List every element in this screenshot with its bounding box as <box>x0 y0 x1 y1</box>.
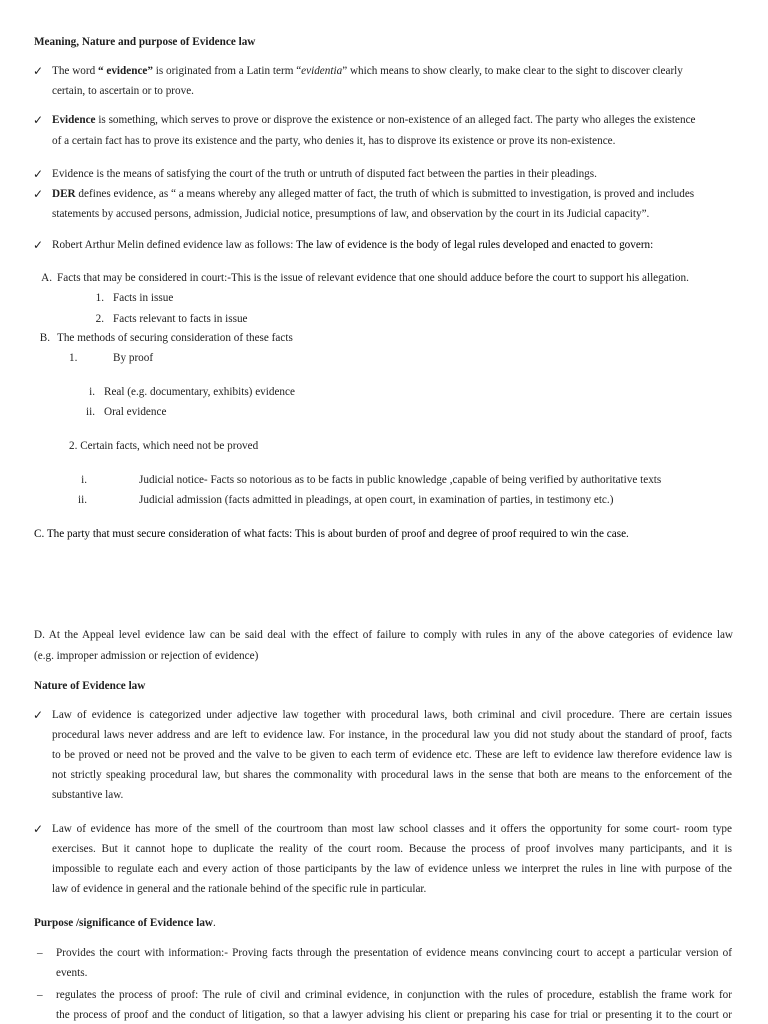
outline-d-line-2: (e.g. improper admission or rejection of evidence) <box>34 650 259 662</box>
check-mark-icon: ✓ <box>33 708 44 722</box>
nature-p2-line-2: exercises. But it cannot hope to duplicate the reality of the court room. Because the process of proof involves many participants, and it is <box>52 843 732 855</box>
list-marker: ii. <box>85 406 95 418</box>
dash-icon: – <box>37 989 43 1001</box>
meaning-bullet-5: Robert Arthur Melin defined evidence law as follows: The law of evidence is the body of legal rules developed and enacted to govern: <box>52 239 654 251</box>
meaning-bullet-4-line-1: DER defines evidence, as “ a means whereby any alleged matter of fact, the truth of which is submitted to investigation, is proved and includes <box>52 188 695 200</box>
nature-p2-line-4: law of evidence in general and the rationale behind of the specific rule in particular. <box>52 883 427 895</box>
heading-nature: Nature of Evidence law <box>34 680 146 692</box>
list-marker: i. <box>81 474 87 486</box>
outline-b-sub-1-item-ii: Oral evidence <box>104 406 167 418</box>
outline-a-text: Facts that may be considered in court:-This is the issue of relevant evidence that one should adduce before the court to support his allegation. <box>57 272 689 284</box>
outline-c-text: C. The party that must secure consideration of what facts: This is about burden of proof and degree of proof required to win the case. <box>34 528 629 540</box>
dash-icon: – <box>37 947 43 959</box>
meaning-bullet-4-line-2: statements by accused persons, admission, Judicial notice, presumptions of law, and observation by the court in its Judicial capacity”. <box>52 208 650 220</box>
list-marker: 2. <box>95 313 104 325</box>
outline-b-sub-2-item-ii: Judicial admission (facts admitted in pleadings, at open court, in examination of parties, in testimony etc.) <box>139 494 614 506</box>
nature-p1-line-3: to be proved or need not be proved and the valve to be given to each term of evidence etc. These are left to evidence law therefore evidence law is <box>52 749 732 761</box>
nature-p1-line-1: Law of evidence is categorized under adjective law together with procedural laws, both criminal and civil procedure. There are certain issues <box>52 709 732 721</box>
check-mark-icon: ✓ <box>33 187 44 201</box>
outline-d-line-1: D. At the Appeal level evidence law can be said deal with the effect of failure to comply with rules in any of the above categories of evidence law <box>34 629 733 641</box>
meaning-bullet-2-line-2: of a certain fact has to prove its existence and the party, who denies it, has to disprove its existence or prove its non-existence. <box>52 135 616 147</box>
outline-marker-a: A. <box>41 272 52 284</box>
nature-p1-line-4: not strictly speaking procedural law, but shares the commonality with procedural laws in the sense that both are means to the enforcement of the <box>52 769 732 781</box>
check-mark-icon: ✓ <box>33 64 44 78</box>
list-marker: i. <box>89 386 95 398</box>
meaning-bullet-2-line-1: Evidence is something, which serves to prove or disprove the existence or non-existence of an alleged fact. The party who alleges the existence <box>52 114 696 126</box>
heading-meaning: Meaning, Nature and purpose of Evidence law <box>34 36 256 48</box>
list-marker: 1. <box>69 352 78 364</box>
outline-b-sub-2-item-i: Judicial notice- Facts so notorious as to be facts in public knowledge ,capable of being verified by authoritative texts <box>139 474 662 486</box>
nature-p1-line-5: substantive law. <box>52 789 124 801</box>
meaning-bullet-1-line-2: certain, to ascertain or to prove. <box>52 85 194 97</box>
purpose-item-2-line-1: regulates the process of proof: The rule of civil and criminal evidence, in conjunction with the rules of procedure, establish the frame work for <box>56 989 732 1001</box>
outline-b-sub-1: By proof <box>113 352 154 364</box>
meaning-bullet-1-line-1: The word “ evidence” is originated from a Latin term “evidentia” which means to show clearly, to make clear to the sight to discover clearly <box>52 65 683 77</box>
nature-p2-line-3: impossible to regulate each and every action of those participants by the law of evidence unless we interpret the rules in line with purpose of the <box>52 863 732 875</box>
check-mark-icon: ✓ <box>33 113 44 127</box>
meaning-bullet-3: Evidence is the means of satisfying the court of the truth or untruth of disputed fact between the parties in their pleadings. <box>52 168 597 180</box>
purpose-item-1-line-2: events. <box>56 967 88 979</box>
outline-b-sub-2: 2. Certain facts, which need not be proved <box>69 440 259 452</box>
check-mark-icon: ✓ <box>33 167 44 181</box>
outline-b-sub-1-item-i: Real (e.g. documentary, exhibits) evidence <box>104 386 295 398</box>
check-mark-icon: ✓ <box>33 822 44 836</box>
list-marker: 1. <box>95 292 104 304</box>
list-marker: ii. <box>77 494 87 506</box>
nature-p1-line-2: procedural laws never address and are left to evidence law. For instance, in the procedural law you did not study about the standard of proof, facts <box>52 729 732 741</box>
heading-purpose: Purpose /significance of Evidence law. <box>34 917 216 929</box>
purpose-item-2-line-2: the process of proof and the conduct of litigation, so that a lawyer advising his client or preparing his case for trial or presenting it to the court or <box>56 1009 732 1021</box>
outline-b-text: The methods of securing consideration of these facts <box>57 332 293 344</box>
outline-a-item-1: Facts in issue <box>113 292 174 304</box>
outline-marker-b: B. <box>39 332 50 344</box>
nature-p2-line-1: Law of evidence has more of the smell of the courtroom than most law school classes and it offers the opportunity for some court- room type <box>52 823 732 835</box>
purpose-item-1-line-1: Provides the court with information:- Proving facts through the presentation of evidence means convincing court to accept a particular version of <box>56 947 732 959</box>
check-mark-icon: ✓ <box>33 238 44 252</box>
outline-a-item-2: Facts relevant to facts in issue <box>113 313 248 325</box>
